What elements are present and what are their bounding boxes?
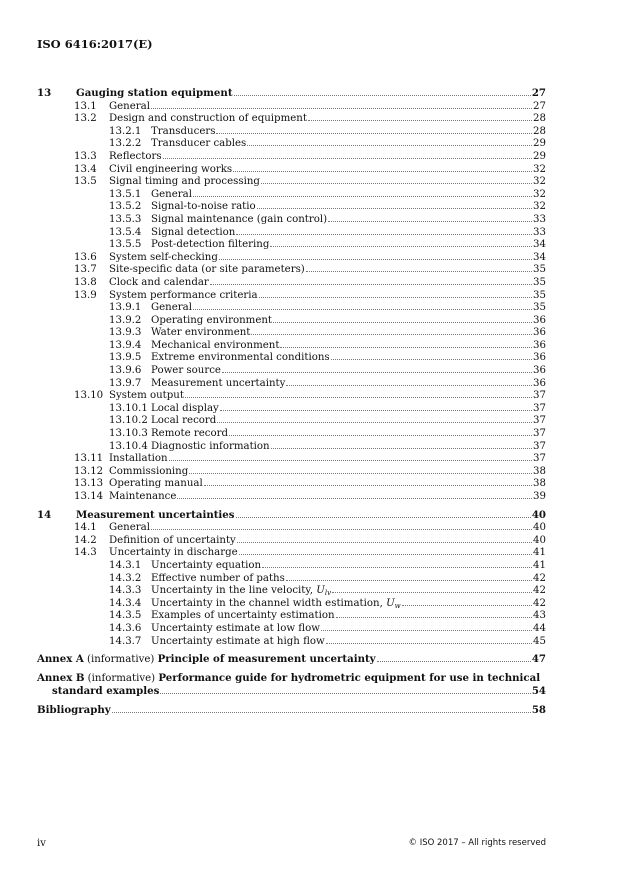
toc-entry-page: 43 [533, 610, 546, 622]
page-number: iv [37, 838, 46, 849]
toc-entry-page: 28 [533, 113, 546, 125]
toc-entry-title-text: Local record [151, 415, 217, 427]
dot-leader [210, 276, 532, 285]
toc-entry-page: 41 [533, 559, 546, 571]
toc-entry-title-text: Uncertainty equation [151, 559, 262, 571]
toc-entry[interactable] [37, 364, 546, 377]
toc-entry-number: 13.14 [74, 491, 104, 502]
dot-leader [236, 226, 532, 235]
toc-entry-page: 45 [533, 635, 546, 647]
toc-entry-page: 40 [531, 508, 546, 521]
toc-entry-title [76, 509, 235, 522]
toc-entry-page: 35 [533, 276, 546, 288]
toc-entry-title-text: Uncertainty in the line velocity, [151, 585, 317, 597]
toc-entry-title-text: Commissioning [109, 465, 189, 477]
toc-entry-title-text: Extreme environmental conditions [151, 352, 330, 364]
toc-entry-title-text: Signal-to-noise ratio [151, 201, 256, 213]
toc-entry-number: 14.3.3 [109, 585, 142, 597]
toc-entry-title-text: Uncertainty estimate at high flow [151, 635, 325, 647]
math-symbol: $U_w$ [386, 597, 401, 610]
dot-leader [247, 137, 532, 146]
toc-entry-title-text: Design and construction of equipment [109, 113, 307, 125]
toc-entry-page: 36 [533, 327, 546, 339]
dot-leader [332, 584, 532, 593]
toc-entry-page: 29 [533, 138, 546, 150]
dot-leader [234, 87, 531, 96]
toc-entry[interactable] [37, 339, 546, 352]
toc-entry-page: 42 [533, 572, 546, 584]
toc-entry-number: 13.8 [74, 276, 97, 288]
toc-entry[interactable] [37, 622, 546, 635]
toc-entry-number: 13.9.5 [109, 352, 142, 364]
toc-entry-number: 13.5.2 [109, 201, 142, 213]
toc-entry-page: 29 [533, 150, 546, 162]
document-id: ISO 6416:2017(E) [37, 37, 153, 51]
toc-entry-page: 38 [533, 478, 546, 490]
toc-entry[interactable] [37, 263, 546, 276]
toc-entry-title-text: Gauging station equipment [76, 87, 233, 99]
toc-entry-page: 27 [531, 87, 546, 99]
toc-entry-number: 13.4 [74, 163, 97, 175]
toc-entry-number: 13 [37, 87, 52, 99]
dot-leader [169, 452, 532, 461]
dot-leader [326, 635, 532, 644]
toc-entry-page: 40 [533, 534, 546, 546]
toc-entry-number: 14 [37, 508, 52, 521]
toc-entry-page: 32 [533, 163, 546, 175]
dot-leader [331, 351, 532, 360]
toc-entry-title-text: Signal maintenance (gain control) [151, 213, 328, 225]
toc-entry[interactable] [37, 389, 546, 402]
toc-entry-page: 33 [533, 213, 546, 225]
toc-entry-number: 13.5.5 [109, 239, 142, 251]
dot-leader [402, 597, 532, 606]
toc-entry-title-text: Mechanical environment [151, 339, 280, 351]
toc-entry[interactable] [37, 414, 546, 427]
toc-entry[interactable] [37, 150, 546, 163]
toc-entry-page: 37 [533, 453, 546, 465]
toc-entry-number: 13.10.2 [109, 415, 148, 427]
toc-entry-title-text: Operating environment [151, 314, 273, 326]
dot-leader [185, 389, 532, 398]
toc-entry-number: 14.3.1 [109, 559, 142, 571]
dot-leader [286, 377, 532, 386]
toc-entry-title-text: Civil engineering works [109, 163, 233, 175]
toc-entry[interactable] [37, 597, 546, 610]
toc-entry[interactable] [37, 137, 546, 150]
toc-entry-title-text: Site-specific data (or site parameters) [109, 264, 305, 276]
toc-entry-number: 14.1 [74, 522, 97, 534]
dot-leader [306, 263, 532, 272]
toc-entry[interactable] [37, 427, 546, 440]
annex-b-line-1 [37, 672, 546, 686]
dot-leader [220, 402, 532, 411]
toc-entry-page: 44 [533, 622, 546, 634]
toc-entry-title-text: Installation [109, 453, 168, 465]
dot-leader [261, 175, 532, 184]
toc-entry-number: 13.12 [74, 465, 104, 477]
toc-entry-number: 14.3.6 [109, 622, 142, 634]
dot-leader [308, 112, 532, 121]
toc-entry-page: 28 [533, 125, 546, 137]
toc-entry-number: 13.13 [74, 478, 104, 490]
annex-b-entry[interactable] [37, 672, 546, 698]
toc-entry-title-text: Uncertainty estimate at low flow [151, 622, 320, 634]
toc-entry[interactable] [37, 226, 546, 239]
dot-leader [151, 100, 532, 109]
toc-entry-page: 37 [533, 415, 546, 427]
toc-entry[interactable] [37, 609, 546, 622]
toc-entry-title-text: Maintenance [109, 491, 177, 502]
toc-entry-page: 35 [533, 264, 546, 276]
dot-leader [257, 200, 532, 209]
toc-entry-page: 38 [533, 465, 546, 477]
toc-entry-number: 14.3.5 [109, 610, 142, 622]
dot-leader [251, 326, 532, 335]
toc-entry-number: 14.3.4 [109, 597, 142, 609]
math-subscript: lv [324, 589, 332, 598]
toc-entry-page: 37 [533, 440, 546, 452]
dot-leader [216, 125, 532, 134]
toc-entry-page: 32 [533, 201, 546, 213]
toc-entry-page: 42 [533, 585, 546, 597]
toc-entry[interactable] [37, 440, 546, 453]
toc-entry[interactable] [37, 572, 546, 585]
toc-entry[interactable] [37, 402, 546, 415]
toc-entry[interactable] [37, 213, 546, 226]
annex-b-label: Annex B [37, 671, 85, 684]
toc-entry-title-text: System self-checking [109, 251, 218, 263]
toc-entry-page: 42 [533, 597, 546, 609]
toc-entry-number: 13.2.2 [109, 138, 142, 150]
dot-leader [219, 251, 532, 260]
annex-a-page: 47 [531, 653, 546, 666]
dot-leader [262, 559, 532, 568]
toc-entry[interactable] [37, 100, 546, 113]
toc-entry-title-text: System output [109, 390, 184, 402]
dot-leader [273, 314, 532, 323]
toc-entry-number: 13.10.4 [109, 440, 148, 452]
dot-leader [229, 427, 532, 436]
toc-entry-number: 14.3.2 [109, 572, 142, 584]
toc-entry[interactable] [37, 559, 546, 572]
toc-entry-title-text: Diagnostic information [151, 440, 270, 452]
toc-entry-page: 41 [533, 547, 546, 559]
toc-entry[interactable] [37, 584, 546, 597]
bibliography-title: Bibliography [37, 703, 111, 716]
toc-entry[interactable] [37, 477, 546, 490]
toc-entry-number: 13.9.4 [109, 339, 142, 351]
toc-entry-number: 13.1 [74, 100, 97, 112]
toc-entry-number: 14.2 [74, 534, 97, 546]
toc-entry-title-text: Reflectors [109, 150, 162, 162]
toc-entry-title-text: Effective number of paths [151, 572, 285, 584]
toc-entry-number: 13.11 [74, 453, 104, 465]
toc-entry-number: 13.9.1 [109, 302, 142, 314]
toc-entry-number: 13.5.1 [109, 188, 142, 200]
toc-entry-title-text: Measurement uncertainties [76, 508, 235, 521]
toc-entry-page: 36 [533, 314, 546, 326]
toc-entry-page: 39 [533, 491, 546, 502]
toc-entry[interactable] [37, 452, 546, 465]
toc-entry-number: 13.3 [74, 150, 97, 162]
toc-entry-page: 33 [533, 226, 546, 238]
dot-leader [222, 364, 532, 373]
toc-entry-number: 13.5.4 [109, 226, 142, 238]
annex-a-label: Annex A [37, 653, 84, 666]
dot-leader [233, 163, 532, 172]
dot-leader [204, 477, 532, 486]
toc-entry-title-text: General [151, 188, 192, 200]
dot-leader [151, 521, 532, 530]
toc-entry[interactable] [37, 546, 546, 559]
toc-entry-number: 13.9 [74, 289, 97, 301]
toc-entry[interactable] [37, 112, 546, 125]
toc-entry-title-text: General [151, 302, 192, 314]
toc-entry[interactable] [37, 238, 546, 251]
annex-a-type: (informative) [83, 654, 158, 666]
toc-entry-page: 32 [533, 176, 546, 188]
toc-entry-title-text: Operating manual [109, 478, 203, 490]
toc-entry-title-text: Transducer cables [151, 138, 247, 150]
toc-entry-page: 36 [533, 352, 546, 364]
toc-entry-number: 13.5 [74, 176, 97, 188]
dot-leader [217, 414, 532, 423]
toc-entry-number: 13.7 [74, 264, 97, 276]
toc-entry-page: 36 [533, 339, 546, 351]
toc-entry-title-text: General [109, 100, 150, 112]
annex-a-entry[interactable] [37, 653, 546, 666]
dot-leader [286, 572, 532, 581]
toc-entry[interactable] [37, 490, 546, 503]
toc-entry-number: 13.9.6 [109, 365, 142, 377]
toc-entry[interactable] [37, 351, 546, 364]
toc-entry[interactable] [37, 188, 546, 201]
toc-entry-page: 37 [533, 428, 546, 440]
toc-entry[interactable] [37, 509, 546, 522]
toc-entry-title-text: Measurement uncertainty [151, 377, 286, 389]
toc-entry-title-text: Definition of uncertainty [109, 534, 236, 546]
math-symbol: $U_{lv}$ [316, 585, 332, 598]
toc-entry-title-text: Uncertainty in discharge [109, 547, 238, 559]
dot-leader [328, 213, 532, 222]
toc-entry-title-text: Signal detection [151, 226, 236, 238]
toc-entry-number: 13.10.3 [109, 428, 148, 440]
toc-entry-title-text: Water environment [151, 327, 251, 339]
toc-entry[interactable] [37, 635, 546, 648]
toc-entry-page: 36 [533, 365, 546, 377]
toc-entry-title-text: Post-detection filtering [151, 239, 270, 251]
toc-entry[interactable] [37, 289, 546, 302]
toc-entry[interactable] [37, 125, 546, 138]
toc-entry-page: 36 [533, 377, 546, 389]
dot-leader [112, 704, 531, 713]
toc-entry-number: 14.3.7 [109, 635, 142, 647]
toc-entry-title-text: Signal timing and processing [109, 176, 260, 188]
toc-entry[interactable] [37, 326, 546, 339]
dot-leader [160, 685, 530, 694]
toc-entry-title-text: Examples of uncertainty estimation [151, 610, 335, 622]
dot-leader [336, 609, 533, 618]
toc-entry[interactable] [37, 163, 546, 176]
annex-b-page: 54 [531, 685, 546, 698]
toc-entry[interactable] [37, 87, 546, 100]
dot-leader [259, 289, 532, 298]
dot-leader [237, 534, 532, 543]
toc-entry-number: 13.2 [74, 113, 97, 125]
toc-entry[interactable] [37, 175, 546, 188]
toc-entry-title-text: System performance criteria [109, 289, 258, 301]
toc-entry-title-text: Uncertainty in the channel width estimation, [151, 597, 387, 609]
toc-entry-page: 32 [533, 188, 546, 200]
dot-leader [271, 440, 532, 449]
dot-leader [239, 546, 532, 555]
dot-leader [236, 509, 531, 518]
toc-entry[interactable] [37, 276, 546, 289]
toc-entry-number: 13.9.2 [109, 314, 142, 326]
toc-entry-title [109, 491, 176, 504]
copyright-notice: © ISO 2017 – All rights reserved [408, 838, 546, 848]
toc-entry-title-text: Clock and calendar [109, 276, 209, 288]
toc-entry-page: 34 [533, 239, 546, 251]
toc-entry-title [76, 87, 233, 100]
toc-entry-title-text: General [109, 522, 150, 534]
toc-entry[interactable] [37, 314, 546, 327]
toc-entry-page: 37 [533, 402, 546, 414]
toc-entry-page: 34 [533, 251, 546, 263]
toc-entry-title-text: Power source [151, 365, 221, 377]
toc-entry-number: 13.9.3 [109, 327, 142, 339]
toc-entry-title-text: Remote record [151, 428, 228, 440]
dot-leader [189, 465, 532, 474]
annex-a-title: Principle of measurement uncertainty [157, 653, 376, 666]
toc-entry[interactable] [37, 251, 546, 264]
toc-entry-title-text: Transducers [151, 125, 216, 137]
toc-entry-page: 37 [533, 390, 546, 402]
dot-leader [377, 653, 531, 662]
annex-b-title-line-1: Performance guide for hydrometric equipment for use in technical [158, 671, 541, 684]
toc-entry-number: 13.10.1 [109, 402, 148, 414]
toc-entry-page: 40 [533, 522, 546, 534]
dot-leader [280, 339, 532, 348]
dot-leader [177, 490, 532, 499]
annex-b-line-2 [37, 685, 546, 698]
annex-b-type: (informative) [84, 672, 159, 684]
toc-entry-title-text: Local display [151, 402, 219, 414]
dot-leader [163, 150, 532, 159]
toc-entry-page: 35 [533, 289, 546, 301]
bibliography-entry[interactable] [37, 704, 546, 717]
toc-entry-title [151, 636, 325, 649]
toc-entry-number: 13.6 [74, 251, 97, 263]
toc-entry[interactable] [37, 200, 546, 213]
toc-entry-number: 14.3 [74, 547, 97, 559]
bibliography-page: 58 [531, 703, 546, 716]
toc-entry[interactable] [37, 521, 546, 534]
toc-entry[interactable] [37, 465, 546, 478]
toc-entry[interactable] [37, 377, 546, 390]
toc-entry-number: 13.10 [74, 390, 104, 402]
toc-entry-number: 13.2.1 [109, 125, 142, 137]
toc-entry[interactable] [37, 301, 546, 314]
toc-entry-number: 13.5.3 [109, 213, 142, 225]
dot-leader [193, 301, 532, 310]
dot-leader [270, 238, 532, 247]
toc-entry[interactable] [37, 534, 546, 547]
table-of-contents [37, 87, 546, 717]
toc-entry-page: 27 [533, 100, 546, 112]
dot-leader [321, 622, 532, 631]
toc-entry-page: 35 [533, 302, 546, 314]
annex-b-title-line-2: standard examples [52, 685, 160, 698]
dot-leader [193, 188, 532, 197]
toc-entry-number: 13.9.7 [109, 377, 142, 389]
math-subscript: w [394, 601, 401, 610]
